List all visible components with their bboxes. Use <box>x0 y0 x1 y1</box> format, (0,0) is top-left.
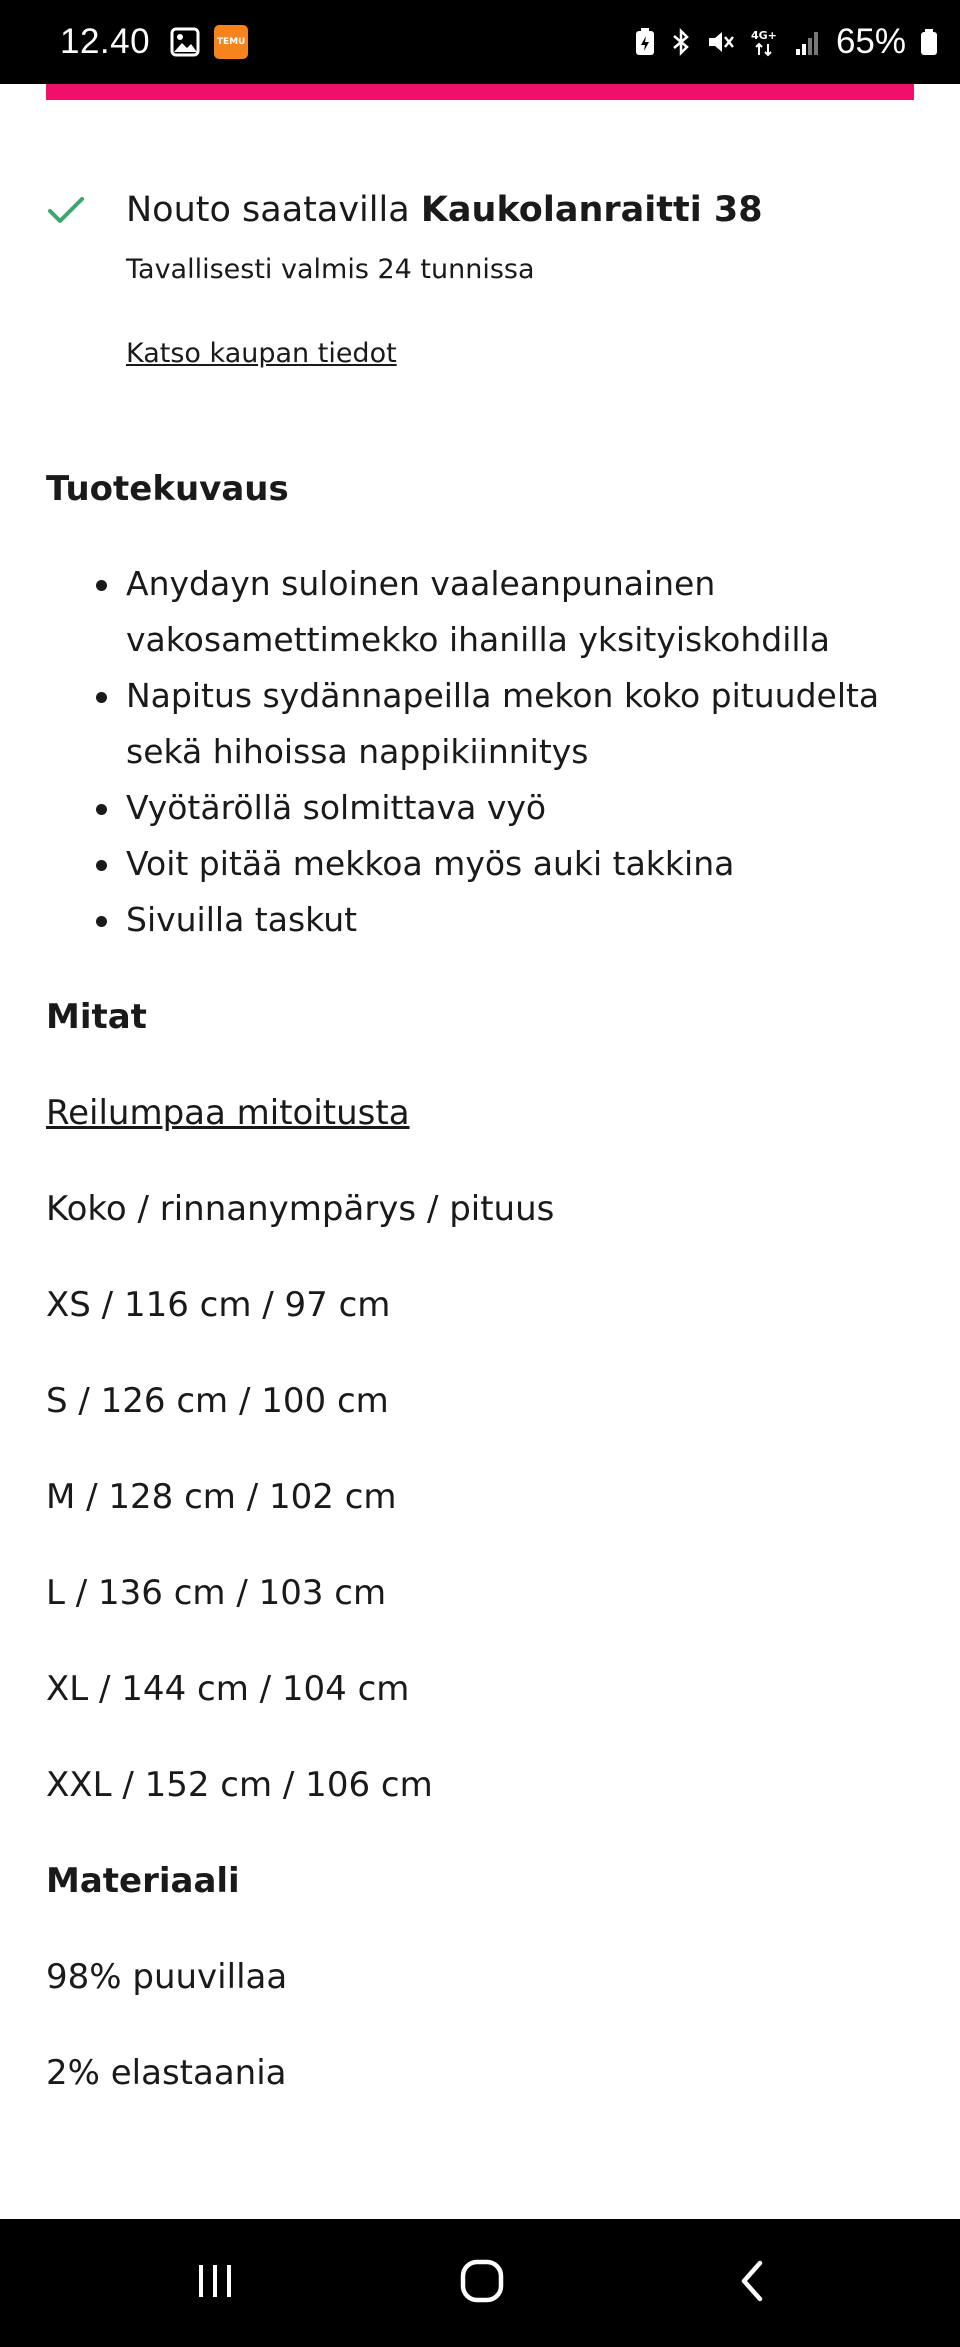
size-row: S / 126 cm / 100 cm <box>46 1381 389 1421</box>
accent-bar <box>46 84 914 100</box>
battery-percent: 65% <box>835 22 906 61</box>
status-bar <box>0 0 960 84</box>
temu-app-icon <box>214 25 248 59</box>
list-item: Sivuilla taskut <box>80 892 920 948</box>
status-left <box>60 22 634 62</box>
back-icon <box>732 2257 772 2309</box>
back-button[interactable] <box>692 2219 812 2347</box>
battery-saver-icon <box>634 27 656 57</box>
measurements-header: Koko / rinnanympärys / pituus <box>46 1189 555 1229</box>
list-item: Voit pitää mekkoa myös auki takkina <box>80 836 920 892</box>
recent-apps-icon <box>193 2259 237 2307</box>
gallery-icon <box>170 27 200 57</box>
description-list <box>80 556 920 948</box>
product-details-content <box>0 84 960 2219</box>
list-item: Napitus sydännapeilla mekon koko pituudelta sekä hihoissa nappikiinnitys <box>80 668 920 780</box>
signal-icon <box>794 27 822 57</box>
store-details-link[interactable]: Katso kaupan tiedot <box>126 338 397 369</box>
mute-icon <box>706 27 736 57</box>
material-item: 98% puuvillaa <box>46 1957 288 1997</box>
size-row: L / 136 cm / 103 cm <box>46 1573 387 1613</box>
check-icon <box>46 194 86 226</box>
svg-text:4G+: 4G+ <box>750 29 777 42</box>
bluetooth-icon <box>670 27 692 57</box>
4g-data-icon <box>750 27 780 57</box>
list-item: Anydayn suloinen vaaleanpunainen vakosamettimekko ihanilla yksityiskohdilla <box>80 556 920 668</box>
description-title: Tuotekuvaus <box>46 469 289 509</box>
recent-apps-button[interactable] <box>155 2219 275 2347</box>
pickup-status <box>126 184 763 236</box>
pickup-prefix: Nouto saatavilla <box>126 190 421 230</box>
material-title: Materiaali <box>46 1861 240 1901</box>
home-button[interactable] <box>422 2219 542 2347</box>
size-row: XS / 116 cm / 97 cm <box>46 1285 391 1325</box>
status-time: 12.40 <box>60 22 151 61</box>
fit-note: Reilumpaa mitoitusta <box>46 1093 410 1133</box>
size-row: M / 128 cm / 102 cm <box>46 1477 397 1517</box>
list-item: Vyötäröllä solmittava vyö <box>80 780 920 836</box>
home-icon <box>458 2257 506 2309</box>
system-nav-bar <box>0 2219 960 2347</box>
temu-badge-text: TEMU <box>216 36 246 47</box>
size-row: XXL / 152 cm / 106 cm <box>46 1765 433 1805</box>
pickup-ready-time: Tavallisesti valmis 24 tunnissa <box>126 254 535 285</box>
battery-icon <box>920 27 938 57</box>
status-right <box>634 22 938 62</box>
measurements-title: Mitat <box>46 997 147 1037</box>
material-item: 2% elastaania <box>46 2053 287 2093</box>
pickup-store-name: Kaukolanraitti 38 <box>420 190 763 230</box>
size-row: XL / 144 cm / 104 cm <box>46 1669 410 1709</box>
